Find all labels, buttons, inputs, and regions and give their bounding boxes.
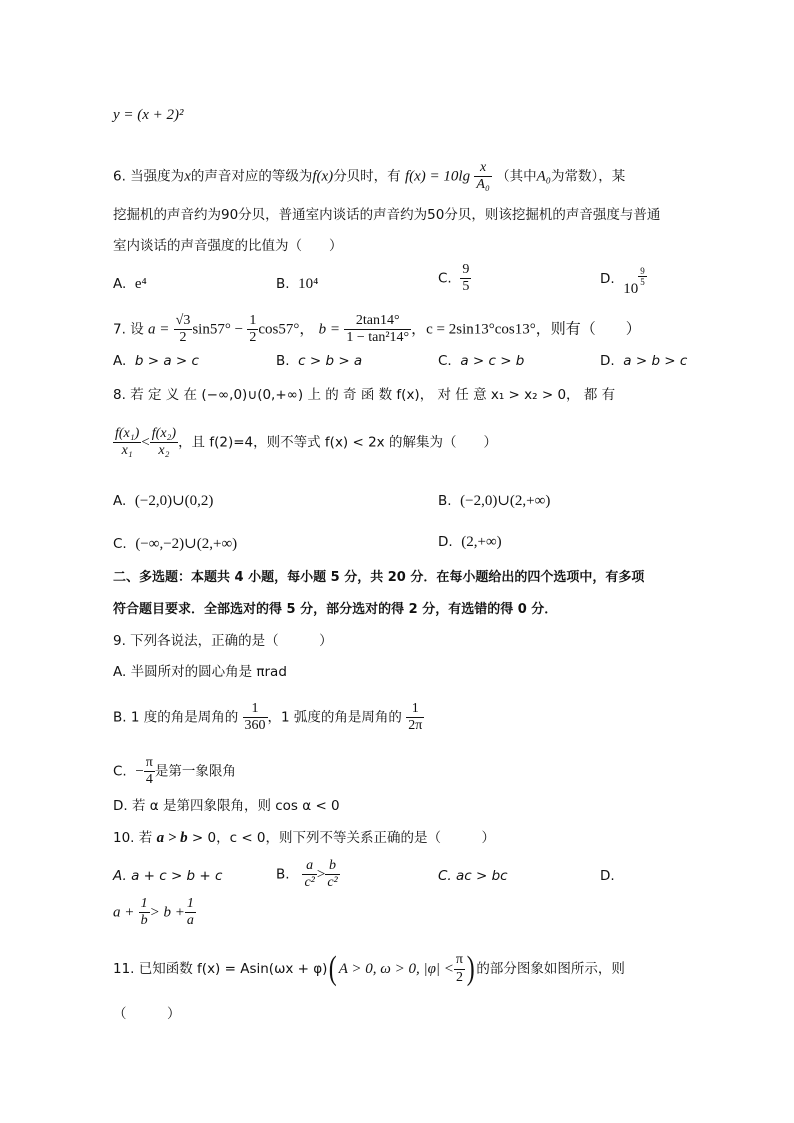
- q7-sqrt3-over-2: [174, 313, 193, 346]
- q7-sin57: sin57° −: [192, 321, 244, 338]
- q6-var-x: x: [184, 168, 191, 185]
- q10-stem: [113, 831, 495, 846]
- frac-num: 2tan14°: [344, 313, 411, 330]
- q7-b-def: b =: [318, 321, 341, 338]
- q6-formula-fraction: [474, 160, 491, 193]
- option-label: D.: [600, 270, 615, 287]
- frac-num: f(x₁): [113, 426, 141, 443]
- option-value: (−2,0)∪(0,2): [134, 493, 214, 509]
- frac-num: π: [144, 755, 155, 772]
- frac-den: c²: [327, 875, 338, 891]
- frac-den: 2: [455, 969, 463, 985]
- frac-den: x₁: [121, 443, 133, 459]
- frac-num: f(x₂): [150, 426, 178, 443]
- q7-a-def: a =: [147, 321, 170, 338]
- q11-condition: A > 0, ω > 0, |φ| <: [338, 961, 454, 977]
- top-formula: y = (x + 2)²: [113, 107, 184, 123]
- q7-b-fraction: [344, 313, 411, 346]
- q6-line3: 室内谈话的声音强度的比值为（ ）: [113, 238, 343, 254]
- q9-c-minus: −: [135, 763, 144, 780]
- option-label: D.: [438, 534, 453, 550]
- frac-num: 1: [243, 701, 268, 718]
- q8-option-d: [438, 534, 502, 551]
- frac-den: A₀: [476, 177, 490, 193]
- q8-line2: [113, 426, 497, 459]
- option-value: e⁴: [134, 276, 147, 292]
- option-value: (2,+∞): [461, 534, 502, 550]
- q9-stem: 9. 下列各说法，正确的是（ ）: [113, 633, 333, 649]
- frac-num: 1: [185, 896, 196, 913]
- option-label: D.: [600, 353, 615, 369]
- q9-option-c: [113, 755, 236, 788]
- q9-c-frac: [144, 755, 155, 788]
- q9-c-text: 是第一象限角: [154, 763, 236, 780]
- q7-c-def: ，c = 2sin13°cos13°，则有（ ）: [411, 321, 641, 338]
- q8-option-a: [113, 491, 213, 510]
- q10-option-d: [113, 896, 196, 929]
- frac-den: x₂: [158, 443, 170, 459]
- option-fraction: [460, 262, 471, 295]
- frac-den: 2: [249, 330, 257, 346]
- q10-b-frac1: [302, 858, 316, 891]
- q10-option-a: A. a + c > b + c: [113, 868, 223, 884]
- q6-a0: A₀: [536, 168, 551, 185]
- frac-den: 1 − tan²14°: [346, 330, 410, 346]
- q6-text: 当强度为: [130, 168, 185, 185]
- option-label: C.: [113, 536, 127, 552]
- q7-number: 7.: [113, 321, 126, 338]
- q10-option-d-label: D.: [600, 868, 615, 884]
- frac-den: 5: [462, 279, 470, 295]
- q11-text: 11. 已知函数 f(x) = Asin(ωx + φ): [113, 961, 328, 977]
- option-value: a > b > c: [623, 353, 688, 369]
- q9-option-d: D. 若 α 是第四象限角，则 cos α < 0: [113, 798, 340, 814]
- q8-line1: [113, 389, 615, 403]
- q9-option-a: A. 半圆所对的圆心角是 πrad: [113, 664, 287, 680]
- frac-den: 5: [640, 277, 645, 288]
- q6-text: 的声音对应的等级为: [190, 168, 313, 185]
- q6-option-d: [600, 266, 647, 297]
- q8-text: 若 定 义 在 (−∞,0)∪(0,+∞) 上 的 奇 函 数 f(x)， 对 任 意 x₁ > x₂ > 0， 都 有: [130, 387, 616, 403]
- option-label: A.: [113, 276, 127, 292]
- q6-text: 分贝时，有: [333, 168, 401, 185]
- q11-stem: [113, 952, 625, 986]
- q6-fx: f(x): [312, 168, 334, 185]
- frac-num: 1: [406, 701, 424, 718]
- q10-d-text: a +: [113, 904, 135, 921]
- option-label: B.: [276, 866, 290, 883]
- q11-pi-over-2: [454, 952, 465, 985]
- q9-b-text: ，1 弧度的角是周角的: [267, 709, 402, 726]
- option-value: c > b > a: [298, 353, 363, 369]
- option-value: 10⁴: [298, 276, 319, 292]
- q6-line1: [113, 160, 625, 193]
- q8-frac2: [150, 426, 178, 459]
- q8-option-b: [438, 491, 550, 510]
- frac-den: 2: [179, 330, 187, 346]
- q7-option-b: [276, 353, 362, 369]
- option-label: B.: [276, 276, 290, 292]
- q7-cos57: cos57°，: [258, 321, 315, 338]
- q6-text: 为常数），某: [551, 168, 626, 185]
- q9-b-frac2: [406, 701, 424, 734]
- q6-formula-lhs: f(x) = 10lg: [404, 168, 471, 185]
- q6-text: （其中: [496, 168, 537, 185]
- q10-b-gt: >: [316, 866, 326, 883]
- frac-num: 1: [139, 896, 150, 913]
- q6-option-a: [113, 276, 147, 293]
- q10-d-frac1: [139, 896, 150, 929]
- frac-num: 9: [460, 262, 471, 279]
- frac-num: a: [302, 858, 316, 875]
- option-value: (−2,0)∪(2,+∞): [460, 493, 551, 509]
- option-label: C.: [438, 270, 452, 287]
- q11-text: 的部分图象如图所示，则: [476, 961, 625, 977]
- option-label: A.: [113, 493, 127, 509]
- section2-line2: 符合题目要求．全部选对的得 5 分，部分选对的得 2 分，有选错的得 0 分．: [113, 602, 558, 617]
- q8-option-c: [113, 534, 237, 553]
- frac-den: c²: [304, 875, 315, 891]
- q10-b-frac2: [325, 858, 339, 891]
- frac-den: 360: [244, 718, 266, 734]
- frac-num: x: [474, 160, 491, 177]
- q6-line2: 挖掘机的声音约为90分贝，普通室内谈话的声音约为50分贝，则该挖掘机的声音强度与普通: [113, 207, 661, 223]
- q10-option-c: C. ac > bc: [438, 868, 508, 884]
- frac-den: a: [186, 913, 194, 929]
- q6-option-c: [438, 262, 471, 295]
- option-value: a > c > b: [460, 353, 525, 369]
- q6-option-b: [276, 276, 318, 293]
- option-exponent-fraction: [638, 266, 647, 288]
- q10-text: > 0，c < 0，则下列不等关系正确的是（ ）: [191, 830, 496, 846]
- frac-den: 2π: [408, 718, 423, 734]
- option-value: 10: [623, 280, 639, 297]
- q9-b-text: B. 1 度的角是周角的: [113, 709, 239, 726]
- q7-option-d: [600, 353, 687, 369]
- q10-d-frac2: [185, 896, 196, 929]
- q7-text: 设: [130, 321, 144, 338]
- q10-d-text: > b +: [149, 904, 185, 921]
- frac-num: b: [325, 858, 339, 875]
- section2-line1: 二、多选题：本题共 4 小题，每小题 5 分，共 20 分．在每小题给出的四个选项中，有多项: [113, 570, 645, 585]
- q8-number: 8.: [113, 387, 126, 403]
- left-paren: (: [329, 950, 338, 987]
- q10-text: 10. 若: [113, 830, 153, 846]
- q8-text: ，且 f(2)=4，则不等式 f(x) < 2x 的解集为（ ）: [178, 434, 497, 451]
- option-label: C.: [438, 353, 452, 369]
- frac-num: π: [454, 952, 465, 969]
- q10-ab: a > b: [156, 830, 188, 846]
- frac-den: b: [140, 913, 148, 929]
- frac-num: √3: [174, 313, 193, 330]
- option-label: B.: [276, 353, 290, 369]
- q7-line1: [113, 313, 641, 346]
- option-value: b > a > c: [134, 353, 199, 369]
- q11-answer-paren: （ ）: [113, 1006, 181, 1022]
- option-label: A.: [113, 353, 127, 369]
- q7-option-c: [438, 353, 524, 369]
- q6-number: 6.: [113, 168, 126, 185]
- option-label: C.: [113, 763, 127, 780]
- option-label: B.: [438, 493, 452, 509]
- frac-num: 1: [247, 313, 258, 330]
- frac-den: 4: [145, 772, 153, 788]
- frac-num: 9: [640, 266, 645, 276]
- q10-option-b: [276, 858, 340, 891]
- q9-b-frac1: [243, 701, 268, 734]
- q8-lt: <: [141, 434, 150, 451]
- right-paren: ): [466, 950, 475, 987]
- q8-frac1: [113, 426, 141, 459]
- option-value: (−∞,−2)∪(2,+∞): [135, 536, 238, 552]
- q9-option-b: [113, 701, 424, 734]
- q7-option-a: [113, 353, 199, 369]
- q7-one-over-2: [247, 313, 258, 346]
